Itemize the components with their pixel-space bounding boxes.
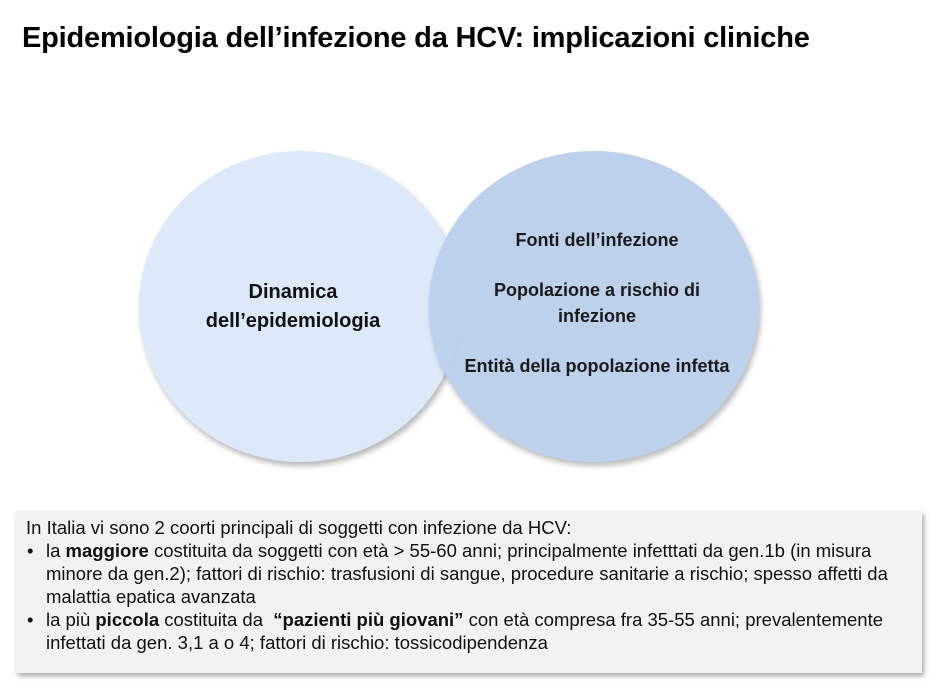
info-box [16, 511, 922, 673]
cohort-major-text: costituita da soggetti con età > 55-60 anni; principalmente infetttati da gen.1b (in misura minore da gen.2); fattori di rischio: trasfusioni di sangue, procedure sanitarie a rischio; spesso affetti da malattia epatica avanzata [46, 540, 888, 607]
cohort-major-prefix: la [46, 540, 66, 561]
bullet-icon: • [27, 540, 34, 561]
circle-right-item-risk-population: Popolazione a rischio di infezione [493, 279, 701, 326]
circle-right-item-sources: Fonti dell’infezione [515, 229, 679, 250]
cohort-minor-prefix: la più [46, 609, 96, 630]
cohort-major-keyword: maggiore [65, 540, 149, 561]
circle-left-label-line2: dell’epidemiologia [205, 309, 381, 332]
circle-infection-factors [429, 151, 759, 462]
circle-left-label-line1: Dinamica [248, 280, 338, 303]
circle-epidemiology-dynamics [139, 151, 461, 462]
slide-title: Epidemiologia dell’infezione da HCV: implicazioni cliniche [22, 22, 810, 54]
circle-right-item-infected-population: Entità della popolazione infetta [464, 355, 730, 376]
bullet-icon: • [27, 609, 34, 630]
cohort-minor-keyword: piccola [95, 609, 160, 630]
info-box-intro: In Italia vi sono 2 coorti principali di soggetti con infezione da HCV: [26, 517, 572, 538]
cohort-minor-text: con età compresa fra 35-55 anni; prevalentemente infettati da gen. 3,1 a o 4; fattori di rischio: tossicodipendenza [46, 609, 884, 653]
cohort-minor-quote: “pazienti più giovani” [273, 609, 464, 630]
cohort-minor-middle: costituita da [159, 609, 274, 630]
cohort-list-item-minor [26, 608, 908, 654]
cohort-list-item-major [26, 539, 908, 608]
cohort-list [26, 539, 908, 654]
